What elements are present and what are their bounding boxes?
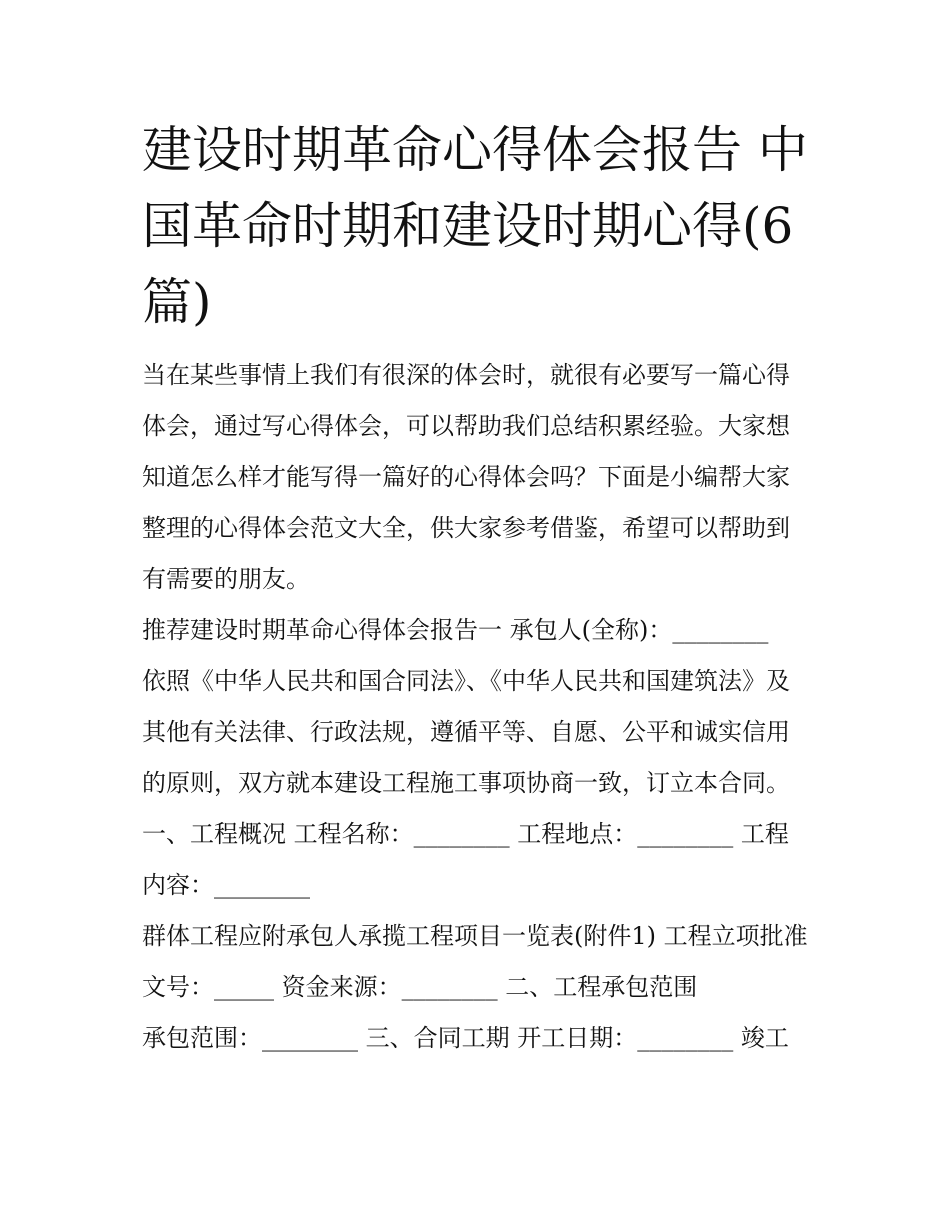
contract-scope-paragraph: 承包范围：________ 三、合同工期 开工日期：________ 竣工 (142, 1024, 789, 1052)
legal-basis-paragraph: 依照《中华人民共和国合同法》、《中华人民共和国建筑法》及其他有关法律、行政法规，遵循平等、自愿、公平和诚实信用的原则，双方就本建设工程施工事项协商一致，订立本合同。 (142, 667, 790, 797)
project-overview-paragraph: 一、工程概况 工程名称：________ 工程地点：________ 工程内容：________ (142, 820, 789, 899)
document-title: 建设时期革命心得体会报告 中国革命时期和建设时期心得(6篇) (142, 121, 808, 331)
document-page (142, 112, 812, 1064)
group-project-paragraph: 群体工程应附承包人承揽工程项目一览表(附件1) 工程立项批准文号：_____ 资金来源：________ 二、工程承包范围 (142, 922, 808, 1001)
intro-paragraph: 当在某些事情上我们有很深的体会时，就很有必要写一篇心得体会，通过写心得体会，可以帮助我们总结积累经验。大家想知道怎么样才能写得一篇好的心得体会吗？下面是小编帮大家整理的心得体会范文大全，供大家参考借鉴，希望可以帮助到有需要的朋友。 (142, 361, 790, 593)
contractor-line: 推荐建设时期革命心得体会报告一 承包人(全称)：________ (142, 616, 769, 644)
